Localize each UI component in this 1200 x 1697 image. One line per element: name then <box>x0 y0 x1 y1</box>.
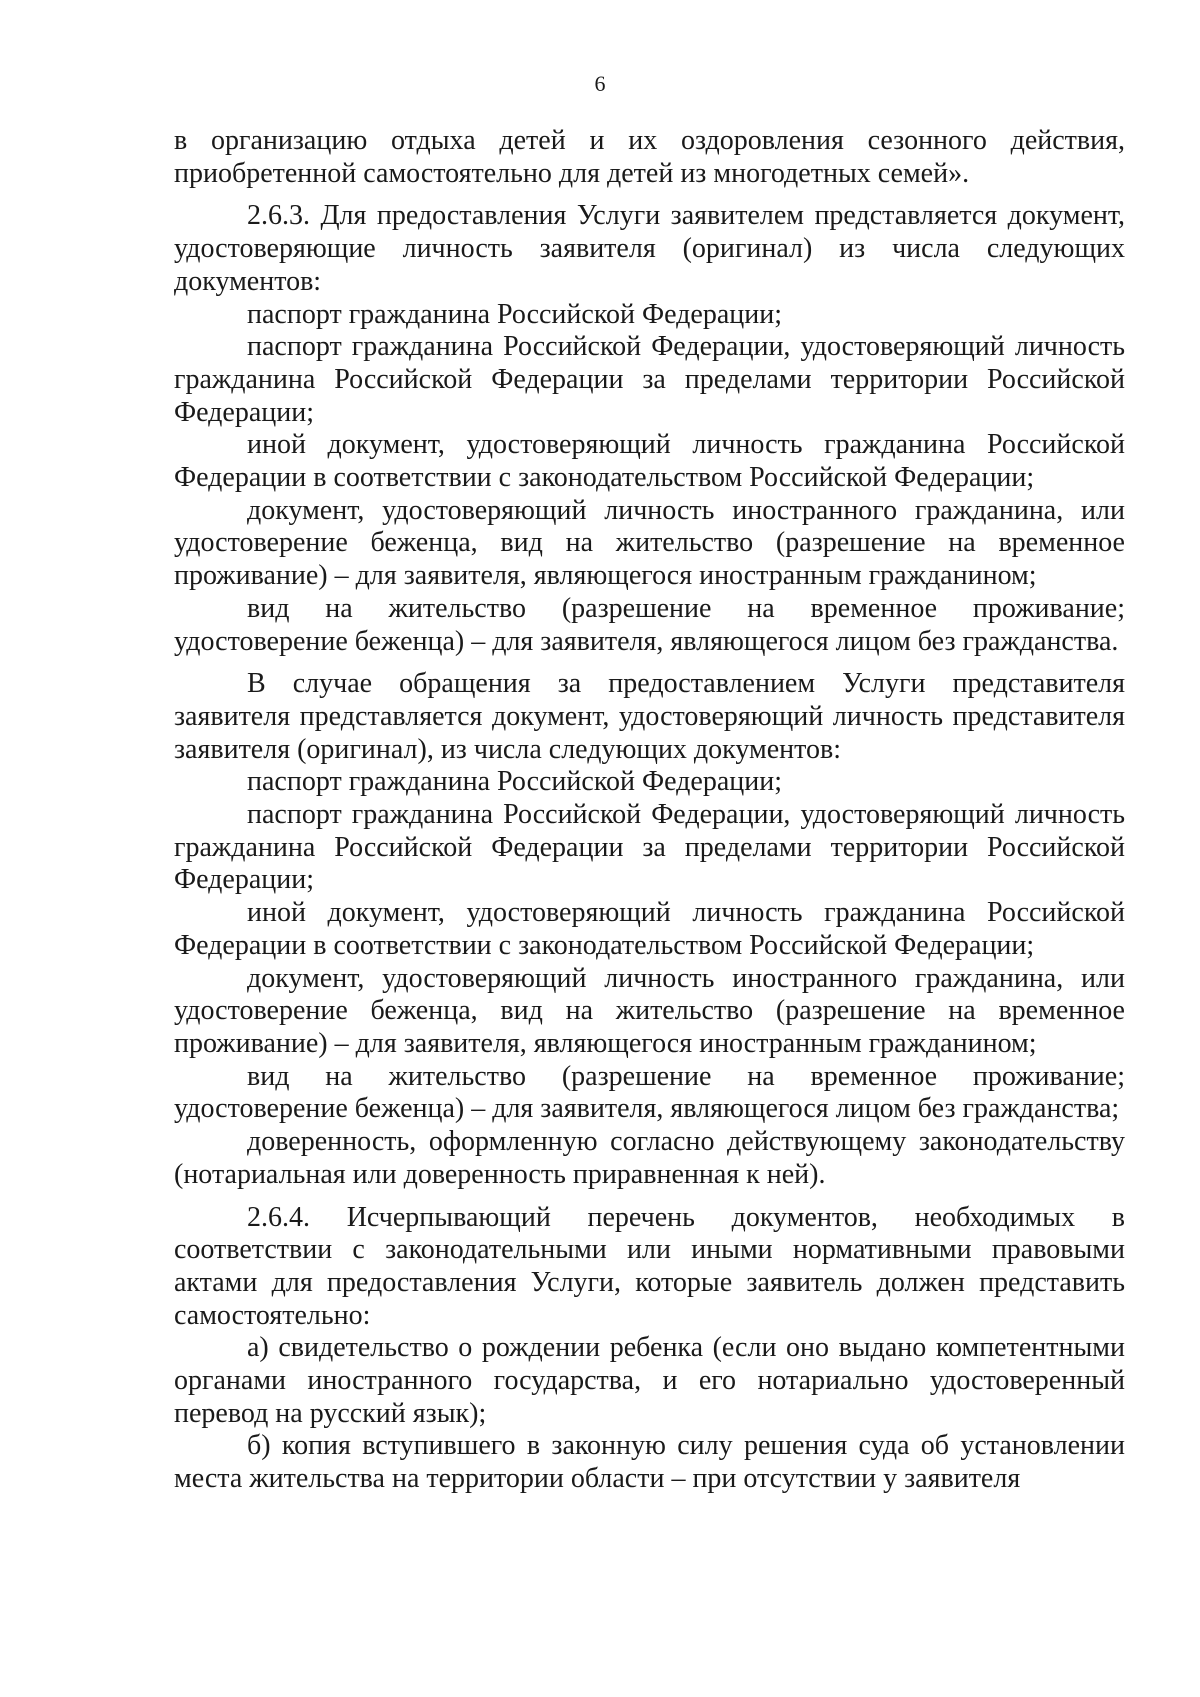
document-body <box>174 125 1125 1496</box>
paragraph: паспорт гражданина Российской Федерации; <box>247 298 783 330</box>
paragraph: В случае обращения за предоставлением Услуги представителя заявителя представляется документ, удостоверяющий личность представителя заявителя (оригинал), из числа следующих документов: <box>174 668 1125 765</box>
paragraph: паспорт гражданина Российской Федерации, удостоверяющий личность гражданина Российской Федерации за пределами территории Российской Федерации; <box>174 331 1125 428</box>
paragraph: вид на жительство (разрешение на временное проживание; удостоверение беженца) – для заявителя, являющегося лицом без гражданства; <box>174 1060 1125 1125</box>
page-number: 6 <box>594 71 606 96</box>
paragraph: в организацию отдыха детей и их оздоровления сезонного действия, приобретенной самостоятельно для детей из многодетных семей». <box>174 125 1125 189</box>
paragraph: документ, удостоверяющий личность иностранного гражданина, или удостоверение беженца, вид на жительство (разрешение на временное проживание) – для заявителя, являющегося иностранным гражданином; <box>174 962 1125 1059</box>
paragraph: доверенность, оформленную согласно действующему законодательству (нотариальная или доверенность приравненная к ней). <box>174 1126 1125 1190</box>
paragraph: а) свидетельство о рождении ребенка (если оно выдано компетентными органами иностранного государства, и его нотариально удостоверенный перевод на русский язык); <box>174 1332 1125 1429</box>
paragraph: паспорт гражданина Российской Федерации, удостоверяющий личность гражданина Российской Федерации за пределами территории Российской Федерации; <box>174 799 1125 896</box>
paragraph: документ, удостоверяющий личность иностранного гражданина, или удостоверение беженца, вид на жительство (разрешение на временное проживание) – для заявителя, являющегося иностранным гражданином; <box>174 494 1125 592</box>
paragraph: паспорт гражданина Российской Федерации; <box>247 766 783 798</box>
paragraph: иной документ, удостоверяющий личность гражданина Российской Федерации в соответствии с законодательством Российской Федерации; <box>174 429 1125 494</box>
paragraph: 2.6.3. Для предоставления Услуги заявителем представляется документ, удостоверяющие личность заявителя (оригинал) из числа следующих документов: <box>174 200 1125 297</box>
paragraph: б) копия вступившего в законную силу решения суда об установлении места жительства на территории области – при отсутствии у заявителя <box>174 1430 1125 1495</box>
paragraph: иной документ, удостоверяющий личность гражданина Российской Федерации в соответствии с законодательством Российской Федерации; <box>174 897 1125 961</box>
paragraph: вид на жительство (разрешение на временное проживание; удостоверение беженца) – для заявителя, являющегося лицом без гражданства. <box>174 592 1125 657</box>
paragraph: 2.6.4. Исчерпывающий перечень документов, необходимых в соответствии с законодательными или иными нормативными правовыми актами для предоставления Услуги, которые заявитель должен представить самостоятельно: <box>174 1201 1125 1331</box>
